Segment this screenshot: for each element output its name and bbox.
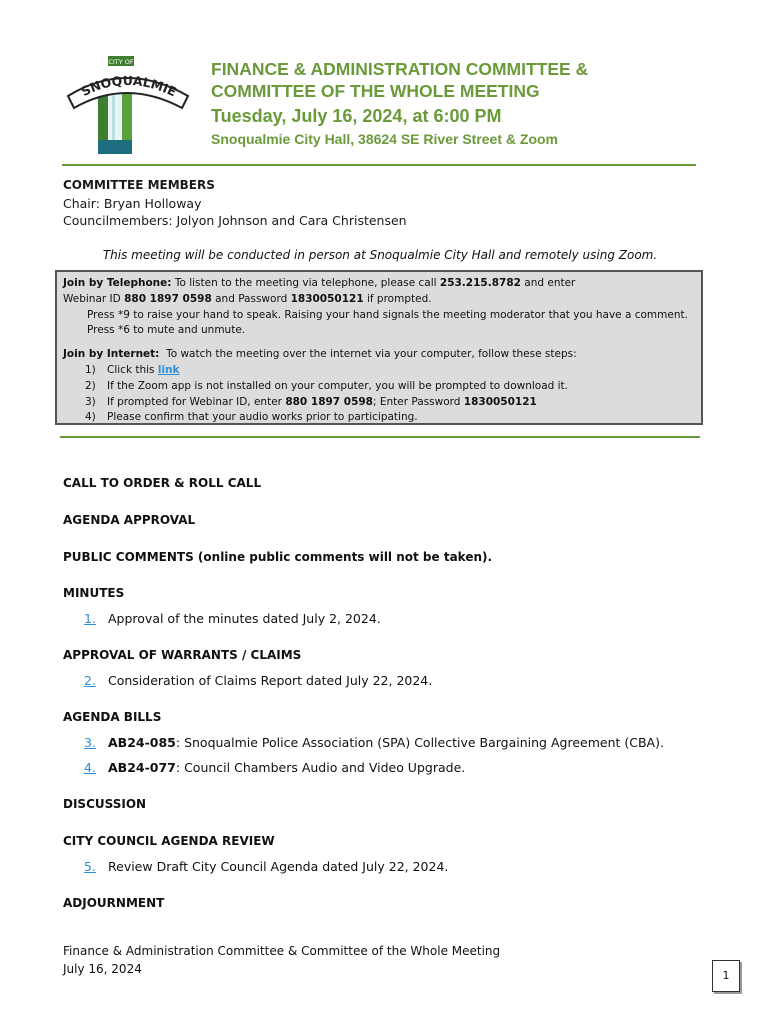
item-1-text: Approval of the minutes dated July 2, 2024. (108, 611, 381, 626)
item-3-link[interactable]: 3. (84, 735, 96, 750)
step-number: 2) (85, 380, 96, 392)
step-webinar-id: 880 1897 0598 (285, 396, 373, 408)
chair-line: Chair: Bryan Holloway (63, 196, 202, 211)
step-text: Click this (107, 364, 158, 376)
step-number: 3) (85, 396, 96, 408)
meeting-title-line2: COMMITTEE OF THE WHOLE MEETING (211, 81, 540, 101)
telephone-text: To listen to the meeting via telephone, please call (171, 277, 440, 289)
step-4 (85, 411, 418, 423)
webinar-id: 880 1897 0598 (124, 293, 212, 305)
item-3-text (108, 735, 664, 750)
press6-line: Press *6 to mute and unmute. (87, 324, 246, 336)
item-2-text: Consideration of Claims Report dated July 22, 2024. (108, 673, 433, 688)
internet-line (63, 348, 577, 360)
footer-date: July 16, 2024 (63, 962, 142, 976)
step-text-mid: ; Enter Password (373, 396, 464, 408)
internet-label: Join by Internet: (63, 348, 160, 360)
section-agenda-bills: AGENDA BILLS (63, 710, 162, 724)
step-number: 4) (85, 411, 96, 423)
item-4-text (108, 760, 465, 775)
logo-city-of: CITY OF (108, 58, 134, 66)
step-text: If the Zoom app is not installed on your computer, you will be prompted to download it. (107, 380, 569, 392)
press9-line: Press *9 to raise your hand to speak. Raising your hand signals the meeting moderator that you have a comment. (87, 309, 688, 321)
section-discussion: DISCUSSION (63, 797, 147, 811)
item-4-link[interactable]: 4. (84, 760, 96, 775)
header-divider (62, 164, 696, 166)
telephone-number: 253.215.8782 (439, 277, 521, 289)
step-2 (85, 380, 568, 392)
item-4-code: AB24-077 (108, 760, 176, 775)
councilmembers-line: Councilmembers: Jolyon Johnson and Cara Christensen (63, 213, 407, 228)
internet-text: To watch the meeting over the internet via your computer, follow these steps: (159, 348, 577, 360)
webinar-mid: and Password (211, 293, 291, 305)
section-call-to-order: CALL TO ORDER & ROLL CALL (63, 476, 262, 490)
city-logo (64, 54, 192, 158)
step-3 (85, 396, 537, 408)
webinar-pre: Webinar ID (63, 293, 125, 305)
meeting-location: Snoqualmie City Hall, 38624 SE River Street & Zoom (211, 131, 558, 147)
meeting-notice: This meeting will be conducted in person at Snoqualmie City Hall and remotely using Zoom. (102, 248, 658, 262)
section-adjournment: ADJOURNMENT (63, 896, 165, 910)
item-3-code: AB24-085 (108, 735, 176, 750)
meeting-title-line1: FINANCE & ADMINISTRATION COMMITTEE & (211, 59, 589, 79)
item-2-link[interactable]: 2. (84, 673, 96, 688)
telephone-line1 (63, 277, 575, 289)
item-3-desc: : Snoqualmie Police Association (SPA) Collective Bargaining Agreement (CBA). (175, 735, 664, 750)
section-minutes: MINUTES (63, 586, 125, 600)
item-5-text: Review Draft City Council Agenda dated July 22, 2024. (108, 859, 449, 874)
item-1-link[interactable]: 1. (84, 611, 96, 626)
section-agenda-approval: AGENDA APPROVAL (63, 513, 196, 527)
item-5-link[interactable]: 5. (84, 859, 96, 874)
webinar-line (63, 293, 432, 305)
step-number: 1) (85, 364, 96, 376)
footer-title: Finance & Administration Committee & Committee of the Whole Meeting (63, 944, 501, 958)
join-instructions-box (55, 270, 703, 425)
section-agenda-review: CITY COUNCIL AGENDA REVIEW (63, 834, 275, 848)
step-text: If prompted for Webinar ID, enter (107, 396, 286, 408)
step-password: 1830050121 (463, 396, 537, 408)
join-divider (60, 436, 700, 438)
webinar-password: 1830050121 (290, 293, 364, 305)
page-number: 1 (712, 960, 740, 992)
meeting-date: Tuesday, July 16, 2024, at 6:00 PM (211, 106, 502, 126)
item-4-desc: : Council Chambers Audio and Video Upgrade. (175, 760, 466, 775)
members-heading: COMMITTEE MEMBERS (63, 178, 215, 192)
step-text: Please confirm that your audio works prior to participating. (107, 411, 418, 423)
telephone-label: Join by Telephone: (63, 277, 172, 289)
logo-city-name: SNOQUALMIE (78, 72, 179, 100)
webinar-post: if prompted. (363, 293, 432, 305)
step-1 (85, 364, 180, 376)
section-public-comments: PUBLIC COMMENTS (online public comments will not be taken). (63, 550, 493, 564)
telephone-text2: and enter (520, 277, 576, 289)
section-warrants: APPROVAL OF WARRANTS / CLAIMS (63, 648, 302, 662)
zoom-link[interactable]: link (157, 364, 180, 376)
